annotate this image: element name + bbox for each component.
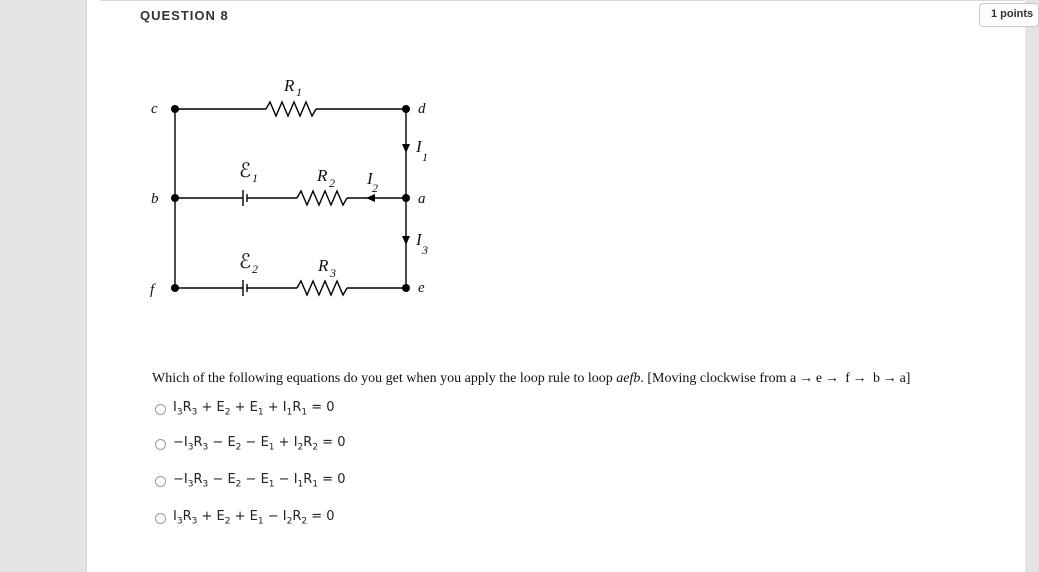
arrow-i2 xyxy=(366,194,375,202)
arrow-i1 xyxy=(402,144,410,153)
equation-subscript: 1 xyxy=(257,516,264,527)
label-r3: R xyxy=(318,256,329,275)
label-r2-sub: 2 xyxy=(329,176,335,190)
label-i3: I xyxy=(416,230,422,249)
equation-subscript: 1 xyxy=(268,479,275,490)
equation-subscript: 1 xyxy=(312,479,319,490)
equation-subscript: 2 xyxy=(224,516,231,527)
equation-term: R xyxy=(193,435,203,451)
equation-subscript: 3 xyxy=(176,516,183,527)
node-dot-f xyxy=(171,284,179,292)
equation-subscript: 3 xyxy=(202,479,209,490)
node-label-a: a xyxy=(418,191,426,207)
label-i2-sub: 2 xyxy=(372,181,378,195)
radio-button[interactable] xyxy=(155,404,166,415)
equation-term: = 0 xyxy=(307,509,335,525)
answer-option-1[interactable] xyxy=(155,399,335,419)
question-title: QUESTION 8 xyxy=(140,8,229,23)
equation-subscript: 1 xyxy=(301,407,308,418)
equation-term: − xyxy=(241,472,261,488)
equation-subscript: 2 xyxy=(235,479,242,490)
resistor-r3 xyxy=(297,281,347,295)
equation-term: E xyxy=(249,400,258,416)
equation-term: + xyxy=(197,509,217,525)
equation-term: R xyxy=(292,400,302,416)
equation-subscript: 1 xyxy=(257,407,264,418)
equation-term: − xyxy=(208,472,228,488)
option-equation xyxy=(173,400,335,418)
node-dot-b xyxy=(171,194,179,202)
equation-subscript: 1 xyxy=(286,407,293,418)
label-r1: R xyxy=(284,76,295,95)
equation-term: I xyxy=(282,400,287,416)
equation-term: − xyxy=(241,435,261,451)
label-emf2: ℰ xyxy=(239,251,252,273)
question-text-before: Which of the following equations do you get when you apply the loop rule to loop xyxy=(152,371,617,386)
label-i1-sub: 1 xyxy=(422,150,428,164)
label-emf1: ℰ xyxy=(239,160,252,182)
equation-term: + xyxy=(197,400,217,416)
equation-subscript: 3 xyxy=(191,516,198,527)
label-r1-sub: 1 xyxy=(296,85,302,99)
equation-term: I xyxy=(183,472,188,488)
equation-term: + xyxy=(263,400,283,416)
node-dot-a xyxy=(402,194,410,202)
equation-subscript: 3 xyxy=(191,407,198,418)
equation-term: − xyxy=(208,435,228,451)
node-dot-e xyxy=(402,284,410,292)
label-i1: I xyxy=(416,137,422,156)
points-badge: 1 points xyxy=(979,3,1039,27)
node-label-e: e xyxy=(418,280,425,296)
equation-term: E xyxy=(216,400,225,416)
equation-subscript: 3 xyxy=(176,407,183,418)
label-r3-sub: 3 xyxy=(330,266,336,280)
answer-option-4[interactable] xyxy=(155,508,335,528)
node-label-b: b xyxy=(151,191,159,207)
equation-subscript: 2 xyxy=(312,442,319,453)
equation-term: = 0 xyxy=(318,435,346,451)
equation-term: R xyxy=(182,400,192,416)
equation-subscript: 2 xyxy=(224,407,231,418)
resistor-r1 xyxy=(266,102,316,116)
equation-term: R xyxy=(303,435,313,451)
label-emf2-sub: 2 xyxy=(252,262,258,276)
option-equation xyxy=(173,472,345,490)
equation-subscript: 1 xyxy=(297,479,304,490)
answer-option-2[interactable] xyxy=(155,434,345,454)
equation-term: − xyxy=(173,435,184,451)
node-label-f: f xyxy=(150,282,155,298)
answer-option-3[interactable] xyxy=(155,471,345,491)
equation-term: − xyxy=(263,509,283,525)
equation-term: R xyxy=(193,472,203,488)
equation-term: E xyxy=(249,509,258,525)
label-r2: R xyxy=(317,166,328,185)
label-i3-sub: 3 xyxy=(422,243,428,257)
equation-term: = 0 xyxy=(307,400,335,416)
node-label-c: c xyxy=(151,101,158,117)
equation-subscript: 3 xyxy=(202,442,209,453)
equation-term: + xyxy=(230,400,250,416)
loop-name: aefb xyxy=(616,371,641,386)
equation-subscript: 2 xyxy=(297,442,304,453)
equation-term: + xyxy=(230,509,250,525)
label-emf1-sub: 1 xyxy=(252,171,258,185)
equation-term: I xyxy=(173,509,177,525)
equation-term: E xyxy=(227,472,236,488)
equation-subscript: 1 xyxy=(268,442,275,453)
resistor-r2 xyxy=(297,191,347,205)
node-label-d: d xyxy=(418,101,426,117)
equation-subscript: 3 xyxy=(187,479,194,490)
equation-term: − xyxy=(173,472,184,488)
equation-term: I xyxy=(173,400,177,416)
option-equation xyxy=(173,509,335,527)
equation-term: R xyxy=(182,509,192,525)
option-equation xyxy=(173,435,345,453)
equation-term: E xyxy=(260,435,269,451)
equation-term: E xyxy=(227,435,236,451)
equation-term: − xyxy=(274,472,294,488)
equation-term: I xyxy=(183,435,188,451)
radio-button[interactable] xyxy=(155,476,166,487)
radio-button[interactable] xyxy=(155,513,166,524)
radio-button[interactable] xyxy=(155,439,166,450)
equation-term: I xyxy=(293,472,298,488)
equation-subscript: 3 xyxy=(187,442,194,453)
node-dot-d xyxy=(402,105,410,113)
equation-term: + xyxy=(274,435,294,451)
equation-term: R xyxy=(303,472,313,488)
label-i2: I xyxy=(367,169,373,188)
equation-term: E xyxy=(216,509,225,525)
arrow-i3 xyxy=(402,236,410,245)
equation-subscript: 2 xyxy=(286,516,293,527)
equation-subscript: 2 xyxy=(301,516,308,527)
equation-subscript: 2 xyxy=(235,442,242,453)
equation-term: R xyxy=(292,509,302,525)
equation-term: = 0 xyxy=(318,472,346,488)
equation-term: I xyxy=(282,509,287,525)
question-text-after: . [Moving clockwise from a → e → f → b → a] xyxy=(640,371,911,386)
node-dot-c xyxy=(171,105,179,113)
equation-term: I xyxy=(293,435,298,451)
question-text xyxy=(152,371,910,387)
equation-term: E xyxy=(260,472,269,488)
